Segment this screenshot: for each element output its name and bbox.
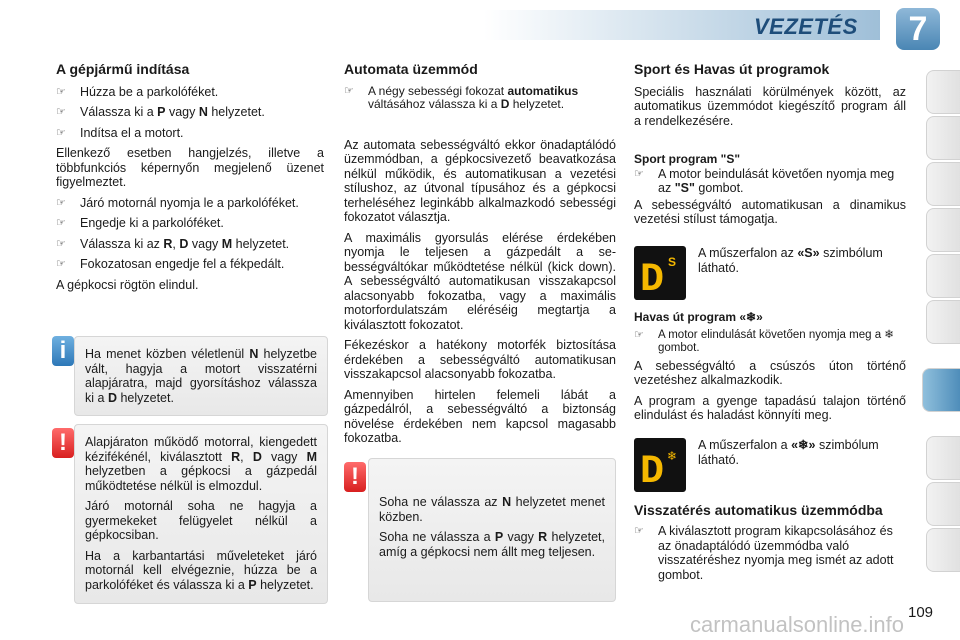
list-item: ☞ Indítsa el a motort. bbox=[56, 125, 184, 140]
pointer-icon: ☞ bbox=[634, 167, 644, 180]
heading-automatic-mode: Automata üzemmód bbox=[344, 61, 478, 77]
heading-sport-program: Sport program "S" bbox=[634, 152, 741, 166]
chapter-tab-7-active[interactable] bbox=[922, 368, 960, 412]
warning-text: Alapjáraton működő motorral, kiengedett kézifékénél, kiválasztott R, D vagy M helyzetben a gépkocsi a gázpedál működtetése nélkül is elmozdul. bbox=[85, 435, 317, 493]
lcd-sport-symbol: S bbox=[668, 255, 677, 269]
page-number: 109 bbox=[908, 604, 934, 621]
sport-display-caption: A műszerfalon az «S» szimbólum látható. bbox=[698, 246, 883, 275]
heading-sport-snow: Sport és Havas út programok bbox=[634, 61, 830, 77]
paragraph: Fékezéskor a hatékony motorfék biztosítása érdekében a sebességváltó automatikusan visszakapcsol alacsonyabb fokozatba. bbox=[344, 338, 616, 381]
list-item: ☞ A motor beindulását követően nyomja meg az "S" gombot. bbox=[634, 166, 895, 195]
chapter-number: 7 bbox=[896, 8, 940, 50]
chapter-tab-1[interactable] bbox=[926, 70, 960, 114]
pointer-icon: ☞ bbox=[634, 525, 644, 537]
chapter-tab-2[interactable] bbox=[926, 116, 960, 160]
lcd-digit: D bbox=[640, 258, 665, 300]
chapter-tab-4[interactable] bbox=[926, 208, 960, 252]
list-item: ☞ A motor elindulását követően nyomja meg a ❄ gombot. bbox=[634, 328, 894, 354]
paragraph: A maximális gyorsulás elérése érdekében nyomja le teljesen a gázpedált a sebességváltókar működtetése nélkül (kick down). A sebességváltó automatikusan visszakapcsol alacsonyabb fokozatba, vagy a maximális motorfordulatszám eléréséig megtartja a kiválasztott fokozatot. bbox=[344, 230, 616, 332]
paragraph: A sebességváltó a csúszós úton történő vezetéshez alkalmazkodik. bbox=[634, 358, 906, 387]
chapter-tab-10[interactable] bbox=[926, 528, 960, 572]
pointer-icon: ☞ bbox=[56, 237, 66, 250]
paragraph: Speciális használati körülmények között, az automatikus üzemmódot kiegészítő program áll a rendelkezésére. bbox=[634, 84, 906, 128]
paragraph: Amennyiben hirtelen felemeli lábát a gázpedálról, a sebességváltó a biztonság növelése érdekében nem kapcsol magasabb fokozatba. bbox=[344, 387, 616, 445]
snow-display-icon bbox=[634, 438, 686, 492]
warning-icon: ! bbox=[52, 428, 74, 458]
pointer-icon: ☞ bbox=[56, 196, 66, 209]
list-item: ☞ Húzza be a parkolóféket. bbox=[56, 84, 219, 99]
list-item: ☞ A négy sebességi fokozat automatikus váltásához válassza ki a D helyzetet. bbox=[344, 83, 579, 111]
heading-return-auto: Visszatérés automatikus üzemmódba bbox=[634, 502, 883, 518]
list-item: ☞ Járó motornál nyomja le a parkolóféket. bbox=[56, 195, 299, 210]
info-icon: i bbox=[52, 336, 74, 366]
pointer-icon: ☞ bbox=[56, 85, 66, 98]
chapter-tab-5[interactable] bbox=[926, 254, 960, 298]
column-automatic-mode bbox=[344, 62, 616, 452]
warning-box-idle bbox=[74, 424, 328, 604]
column-return-auto bbox=[634, 502, 906, 588]
list-item: ☞ Engedje ki a parkolóféket. bbox=[56, 216, 224, 230]
chapter-tab-6[interactable] bbox=[926, 300, 960, 344]
warning-text: Soha ne válassza az N helyzetet menet közben. bbox=[379, 495, 605, 524]
page-header bbox=[0, 0, 960, 52]
watermark: carmanualsonline.info bbox=[690, 612, 905, 637]
section-title: VEZETÉS bbox=[754, 14, 858, 39]
pointer-icon: ☞ bbox=[56, 217, 66, 229]
chapter-tab-8[interactable] bbox=[926, 436, 960, 480]
paragraph: Az automata sebességváltó ekkor önadaptálódó üzemmódban, a gépkocsivezető beavatkozása nélkül működik, és automatikusan a vezetési stílushoz, az útvonal típusához és a gépkocsi terheléséhez leginkább alkalmazkodó sebességi fokozatot választja. bbox=[344, 137, 616, 224]
warning-text: Járó motornál soha ne hagyja a gyermekeket felügyelet nélkül a gépkocsiban. bbox=[85, 499, 317, 542]
chapter-tab-3[interactable] bbox=[926, 162, 960, 206]
lcd-snow-symbol: ❄ bbox=[667, 449, 678, 463]
paragraph: A sebességváltó automatikusan a dinamikus vezetési stílust támogatja. bbox=[634, 197, 906, 226]
pointer-icon: ☞ bbox=[56, 126, 66, 139]
heading-engine-start: A gépjármű indítása bbox=[56, 61, 190, 77]
pointer-icon: ☞ bbox=[344, 84, 354, 97]
list-item: ☞ A kiválasztott program kikapcsolásához és az önadaptálódó üzemmódba való visszatéréshez nyomja meg ismét az adott gombot. bbox=[634, 524, 894, 582]
list-item: ☞ Válassza ki a P vagy N helyzetet. bbox=[56, 105, 265, 119]
paragraph: A gépkocsi rögtön elindul. bbox=[56, 277, 199, 292]
warning-text: Ha a karbantartási műveleteket járó motornál kell elvégeznie, húzza be a parkolóféket és válassza ki a P helyzetet. bbox=[85, 548, 317, 592]
info-box bbox=[74, 336, 328, 416]
warning-box-neutral bbox=[368, 458, 616, 602]
paragraph: Ellenkező esetben hangjelzés, illetve a többfunkciós képernyőn megjelenő üzenet figyelmeztet. bbox=[56, 146, 324, 189]
pointer-icon: ☞ bbox=[56, 106, 66, 118]
warning-text: Soha ne válassza a P vagy R helyzetet, amíg a gépkocsi nem állt meg teljesen. bbox=[379, 530, 605, 559]
lcd-digit: D bbox=[640, 450, 665, 492]
heading-snow-program: Havas út program «❄» bbox=[634, 310, 763, 324]
column-engine-start bbox=[56, 62, 324, 298]
chapter-tab-9[interactable] bbox=[926, 482, 960, 526]
column-sport-snow bbox=[634, 62, 906, 233]
sport-display-icon bbox=[634, 246, 686, 300]
pointer-icon: ☞ bbox=[56, 258, 66, 270]
paragraph: A program a gyenge tapadású talajon történő elindulást és haladást könnyíti meg. bbox=[634, 393, 906, 422]
warning-icon: ! bbox=[344, 462, 366, 492]
list-item: ☞ Fokozatosan engedje fel a fékpedált. bbox=[56, 257, 285, 271]
list-item: ☞ Válassza ki az R, D vagy M helyzetet. bbox=[56, 236, 290, 251]
snow-display-caption: A műszerfalon a «❄» szimbólum látható. bbox=[698, 438, 879, 467]
pointer-icon: ☞ bbox=[634, 328, 644, 341]
header-band bbox=[0, 10, 880, 40]
chapter-tabs bbox=[926, 70, 960, 630]
column-snow-program bbox=[634, 310, 906, 429]
info-text: Ha menet közben véletlenül N helyzetbe vált, hagyja a motort visszatérni alapjáratra, majd gyorsításhoz válassza ki a D helyzetet. bbox=[85, 347, 318, 405]
